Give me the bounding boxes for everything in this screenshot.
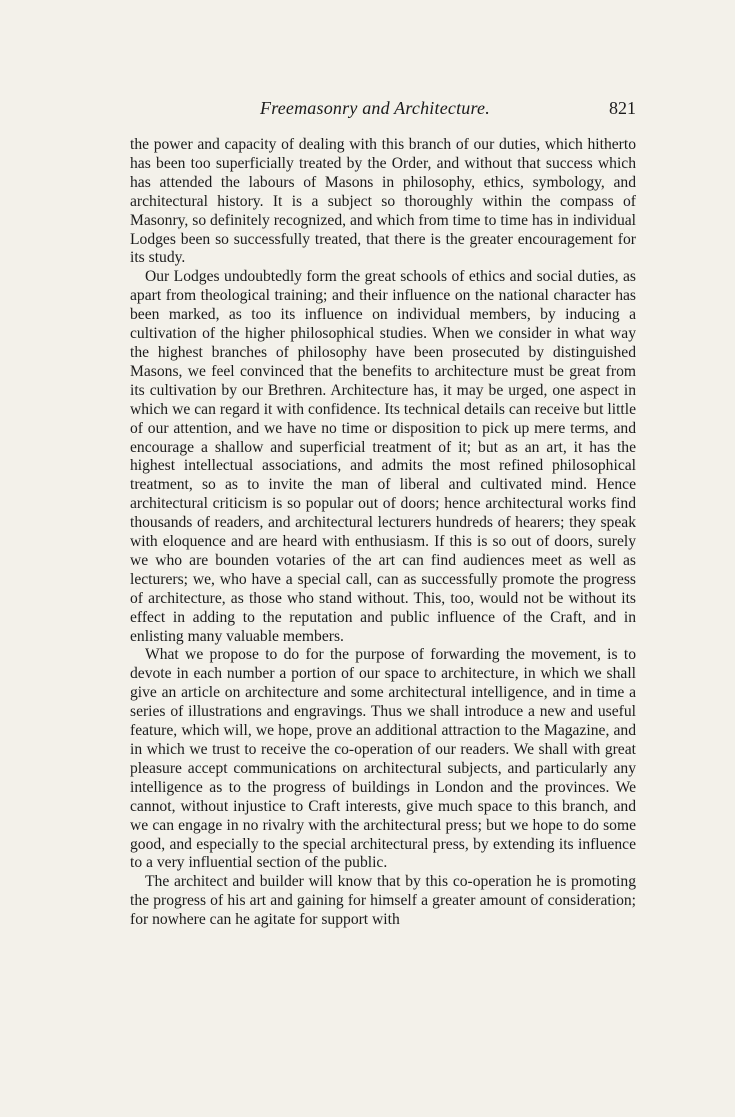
page-number: 821	[609, 98, 636, 118]
page-header	[130, 98, 636, 128]
running-title: Freemasonry and Architecture.	[260, 98, 490, 118]
paragraph: the power and capacity of dealing with this branch of our duties, which hitherto has been too superficially treated by the Order, and without that success which has attended the labours of Masons in philosophy, ethics, symbology, and architectural history. It is a subject so thoroughly within the compass of Masonry, so definitely recognized, and which from time to time has in individual Lodges been so successfully treated, that there is the greater encouragement for its study.	[130, 136, 636, 267]
paragraph: The architect and builder will know that by this co-operation he is promoting the progress of his art and gaining for himself a greater amount of consideration; for nowhere can he agitate for support with	[130, 873, 636, 929]
article-body	[130, 136, 636, 930]
paragraph: What we propose to do for the purpose of forwarding the movement, is to devote in each number a portion of our space to architecture, in which we shall give an article on architecture and some architectural intelligence, and in time a series of illustrations and engravings. Thus we shall introduce a new and useful feature, which will, we hope, prove an additional attraction to the Magazine, and in which we trust to receive the co-operation of our readers. We shall with great pleasure accept communications on architectural subjects, and particularly any intelligence as to the progress of buildings in London and the provinces. We cannot, without injustice to Craft interests, give much space to this branch, and we can engage in no rivalry with the architectural press; but we hope to do some good, and especially to the special architectural press, by extending its influence to a very influential section of the public.	[130, 646, 636, 872]
paragraph: Our Lodges undoubtedly form the great schools of ethics and social duties, as apart from theological training; and their influence on the national character has been marked, as too its influence on individual members, by inducing a cultivation of the higher philosophical studies. When we consider in what way the highest branches of philosophy have been prosecuted by distinguished Masons, we feel convinced that the benefits to architecture must be great from its cultivation by our Brethren. Architecture has, it may be urged, one aspect in which we can regard it with confidence. Its technical details can receive but little of our attention, and we have no time or disposition to pick up mere terms, and encourage a shallow and superficial treatment of it; but as an art, it has the highest intellectual associations, and admits the most refined philosophical treatment, so as to invite the man of liberal and cultivated mind. Hence architectural criticism is so popular out of doors; hence architectural works find thousands of readers, and architectural lecturers hundreds of hearers; they speak with eloquence and are heard with enthusiasm. If this is so out of doors, surely we who are bounden votaries of the art can find audiences meet as well as lecturers; we, who have a special call, can as successfully promote the progress of architecture, as those who stand without. This, too, would not be without its effect in adding to the reputation and public influence of the Craft, and in enlisting many valuable members.	[130, 268, 636, 645]
